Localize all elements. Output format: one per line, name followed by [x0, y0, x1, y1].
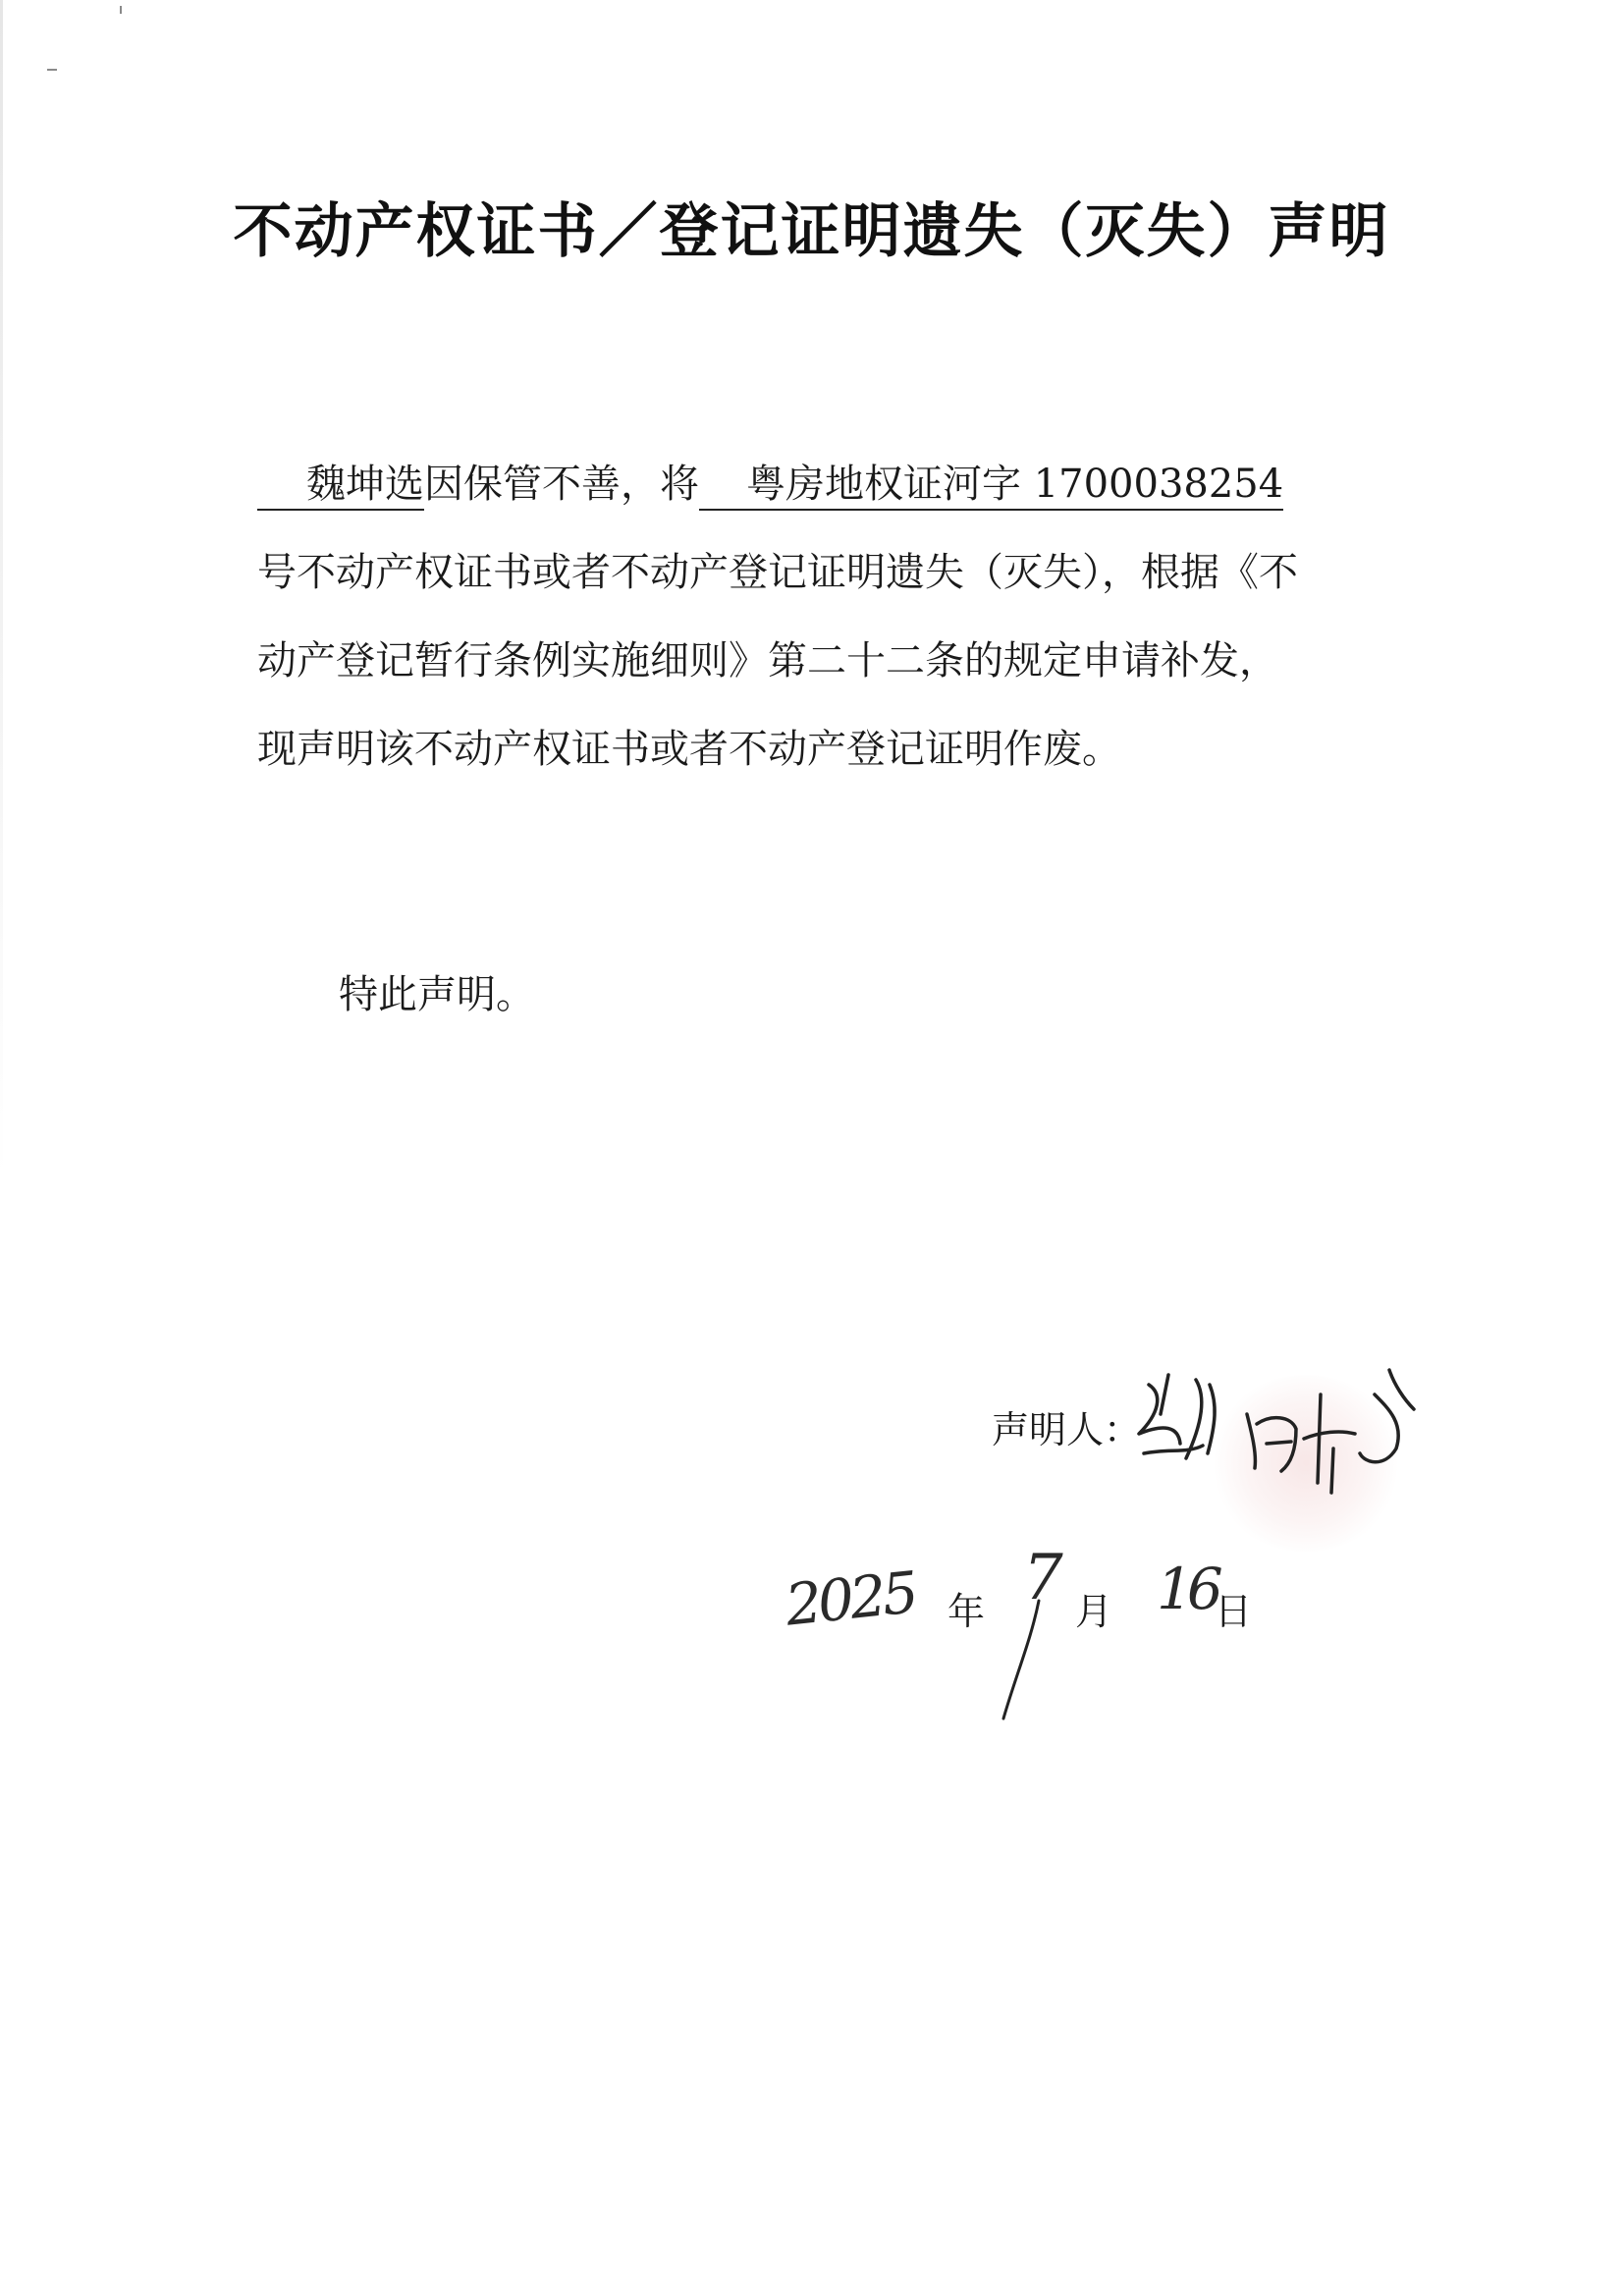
body-line-2: 号不动产权证书或者不动产登记证明遗失（灭失），根据《不 — [257, 550, 1298, 595]
signer-label: 声明人： — [992, 1408, 1142, 1451]
body-line-4: 现声明该不动产权证书或者不动产登记证明作废。 — [257, 727, 1121, 772]
year-label: 年 — [947, 1590, 986, 1633]
month-label: 月 — [1075, 1590, 1113, 1633]
month-tail-stroke — [785, 1571, 1257, 1728]
scan-edge — [0, 0, 3, 1178]
handwritten-signature — [1109, 1355, 1434, 1516]
date-line — [782, 1542, 1257, 1728]
scan-speck — [120, 6, 122, 14]
scan-speck — [47, 69, 57, 71]
handwritten-year: 2025 — [782, 1558, 918, 1639]
closing-statement: 特此声明。 — [339, 972, 535, 1017]
declarant-name: 魏坤选 — [257, 460, 424, 511]
document-title: 不动产权证书／登记证明遗失（灭失）声明 — [233, 197, 1390, 266]
body-line-1 — [257, 457, 1283, 512]
handwritten-day: 16 — [1157, 1556, 1217, 1622]
certificate-number: 粤房地权证河字 1700038254 — [699, 460, 1283, 511]
handwritten-month: 7 — [1023, 1542, 1063, 1614]
day-label: 日 — [1215, 1590, 1253, 1633]
body-line-3: 动产登记暂行条例实施细则》第二十二条的规定申请补发， — [257, 638, 1278, 683]
body-text: 因保管不善，将 — [424, 462, 699, 507]
